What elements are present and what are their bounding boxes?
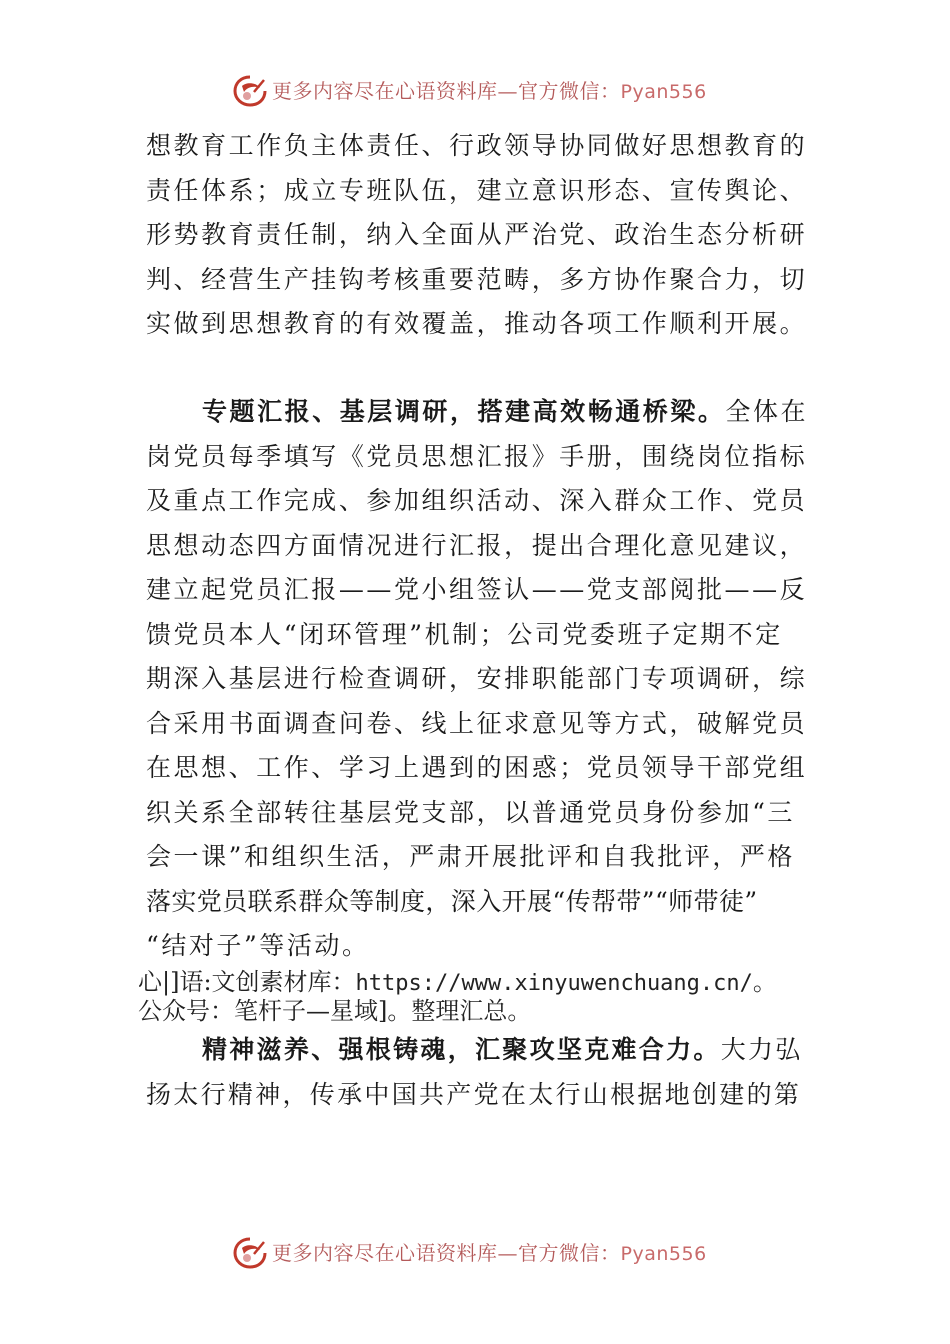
text-line: 形势教育责任制，纳入全面从严治党、政治生态分析研 [146, 220, 808, 249]
text-line: 思想动态四方面情况进行汇报，提出合理化意见建议， [146, 530, 808, 560]
source-note [138, 968, 777, 1026]
brand-logo-icon [232, 1236, 268, 1270]
text-line: “结对子”等活动。 [146, 931, 370, 960]
text-line: 扬太行精神，传承中国共产党在太行山根据地创建的第 [146, 1079, 802, 1109]
text-line: 馈党员本人“闭环管理”机制；公司党委班子定期不定 [146, 619, 783, 649]
header-watermark [0, 66, 950, 116]
watermark-wechat-id: Pyan556 [620, 1243, 707, 1265]
paragraph-3 [146, 1028, 826, 1117]
text-line: 建立起党员汇报——党小组签认——党支部阅批——反 [146, 575, 808, 604]
section-heading: 精神滋养、强根铸魂，汇聚攻坚克难合力。 [202, 1035, 721, 1064]
text-line-first: 专题汇报、基层调研，搭建高效畅通桥梁。全体在 [202, 397, 809, 426]
text-line: 织关系全部转往基层党支部，以普通党员身份参加“三 [146, 797, 795, 827]
source-note-line-2: 公众号：笔杆子—星域]。整理汇总。 [138, 997, 532, 1025]
text-line: 想教育工作负主体责任、行政领导协同做好思想教育的 [146, 131, 808, 160]
source-url: https://www.xinyuwenchuang.cn/ [355, 971, 753, 996]
brand-logo-icon [232, 74, 268, 108]
watermark-text: 更多内容尽在心语资料库—官方微信：Pyan556 [272, 79, 707, 103]
text-line: 岗党员每季填写《党员思想汇报》手册，围绕岗位指标 [146, 441, 808, 471]
paragraph-1 [146, 124, 826, 347]
watermark-wechat-id: Pyan556 [620, 81, 707, 103]
text-line-first: 精神滋养、强根铸魂，汇聚攻坚克难合力。大力弘 [202, 1035, 803, 1064]
section-heading: 专题汇报、基层调研，搭建高效畅通桥梁。 [202, 397, 726, 426]
text-line: 在思想、工作、学习上遇到的困惑；党员领导干部党组 [146, 753, 808, 782]
text-line: 实做到思想教育的有效覆盖，推动各项工作顺利开展。 [146, 309, 808, 338]
watermark-text: 更多内容尽在心语资料库—官方微信：Pyan556 [272, 1241, 707, 1265]
text-line: 会一课”和组织生活，严肃开展批评和自我批评，严格 [146, 842, 795, 871]
source-note-line-1: 心|]语:文创素材库：https://www.xinyuwenchuang.cn/。 [138, 968, 777, 996]
text-line: 责任体系；成立专班队伍，建立意识形态、宣传舆论、 [146, 175, 808, 205]
footer-watermark [0, 1228, 950, 1278]
text-line: 期深入基层进行检查调研，安排职能部门专项调研，综 [146, 664, 808, 693]
paragraph-2 [146, 390, 826, 969]
text-line: 合采用书面调查问卷、线上征求意见等方式，破解党员 [146, 708, 808, 738]
text-line: 判、经营生产挂钩考核重要范畴，多方协作聚合力，切 [146, 264, 808, 294]
text-line: 落实党员联系群众等制度，深入开展“传帮带”“师带徒” [146, 886, 758, 916]
text-line: 及重点工作完成、参加组织活动、深入群众工作、党员 [146, 486, 808, 515]
